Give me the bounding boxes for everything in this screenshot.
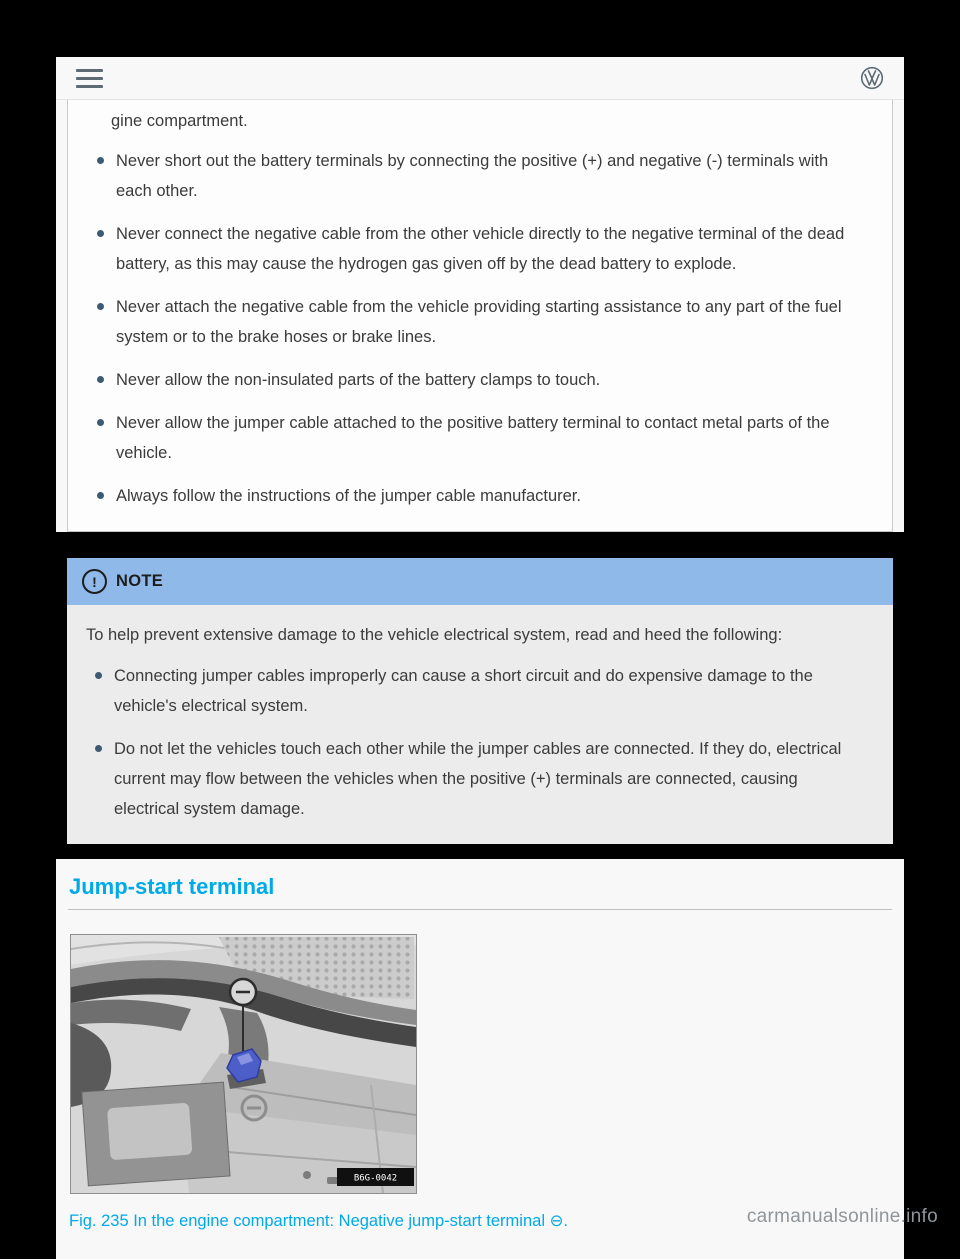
alert-icon bbox=[82, 569, 107, 594]
note-title: NOTE bbox=[116, 572, 164, 590]
menu-icon[interactable] bbox=[76, 69, 103, 88]
section-gap bbox=[56, 844, 904, 859]
list-item bbox=[97, 292, 868, 352]
note-header bbox=[67, 558, 893, 605]
bullet-text: Never short out the battery terminals by connecting the positive (+) and negative (-) terminals with each other. bbox=[116, 152, 829, 200]
section-gap bbox=[56, 532, 904, 558]
list-item bbox=[97, 219, 868, 279]
bullet-text: Always follow the instructions of the jumper cable manufacturer. bbox=[116, 487, 581, 505]
top-card bbox=[56, 57, 904, 532]
bullet-text: Never connect the negative cable from the other vehicle directly to the negative terminal of the dead battery, as this may cause the hydrogen gas given off by the dead battery to explode. bbox=[116, 225, 845, 273]
engine-compartment-figure bbox=[70, 934, 417, 1194]
note-intro: To help prevent extensive damage to the vehicle electrical system, read and heed the following: bbox=[86, 626, 783, 644]
jump-start-section bbox=[56, 859, 904, 1259]
page-header bbox=[56, 57, 904, 100]
warning-box bbox=[67, 100, 893, 532]
bullet-icon bbox=[95, 672, 102, 679]
list-item bbox=[97, 146, 868, 206]
bullet-text: Connecting jumper cables improperly can cause a short circuit and do expensive damage to the vehicle's electrical system. bbox=[114, 667, 813, 715]
bullet-icon bbox=[97, 419, 104, 426]
list-item bbox=[97, 481, 868, 511]
section-heading: Jump-start terminal bbox=[69, 874, 275, 899]
list-item bbox=[86, 661, 867, 721]
watermark: carmanualsonline.info bbox=[746, 1206, 938, 1227]
note-body bbox=[67, 605, 893, 844]
warning-partial-line: gine compartment. bbox=[111, 112, 248, 130]
list-item bbox=[97, 408, 868, 468]
vw-logo-icon bbox=[860, 66, 884, 90]
bullet-icon bbox=[97, 376, 104, 383]
engine-compartment-illustration bbox=[71, 935, 416, 1193]
bullet-text: Never allow the jumper cable attached to the positive battery terminal to contact metal parts of the vehicle. bbox=[116, 414, 830, 462]
figure-caption: Fig. 235 In the engine compartment: Negative jump-start terminal ⊖. bbox=[69, 1212, 568, 1230]
bullet-text: Do not let the vehicles touch each other while the jumper cables are connected. If they do, electrical current may flow between the vehicles when the positive (+) terminals are connected, causing electrical system damage. bbox=[114, 740, 842, 818]
figure-code-label: B6G-0042 bbox=[353, 1173, 398, 1184]
heading-rule bbox=[68, 909, 892, 910]
bullet-text: Never allow the non-insulated parts of the battery clamps to touch. bbox=[116, 371, 601, 389]
bullet-icon bbox=[95, 745, 102, 752]
list-item bbox=[97, 365, 868, 395]
list-item bbox=[86, 734, 867, 824]
bullet-icon bbox=[97, 492, 104, 499]
bullet-icon bbox=[97, 157, 104, 164]
bullet-text: Never attach the negative cable from the vehicle providing starting assistance to any part of the fuel system or to the brake hoses or brake lines. bbox=[116, 298, 842, 346]
manual-page bbox=[56, 57, 904, 1259]
bullet-icon bbox=[97, 303, 104, 310]
bullet-icon bbox=[97, 230, 104, 237]
